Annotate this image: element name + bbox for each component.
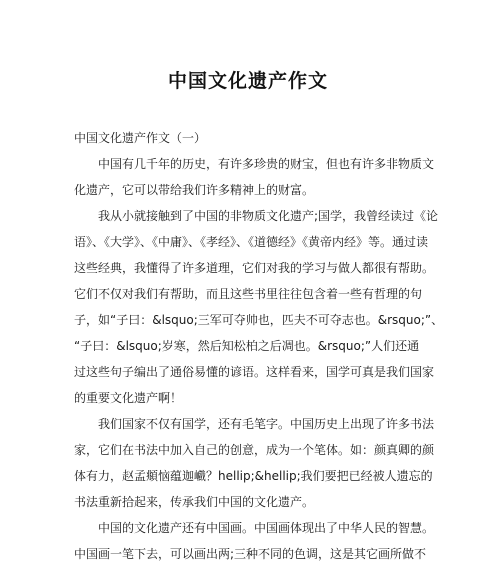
- paragraph-line: 体有力，赵孟頫恼蕴迦巇？hellip;&hellip;我们要把已经被人遗忘的: [74, 469, 433, 483]
- paragraph-line: 的重要文化遗产啊！: [74, 391, 183, 405]
- paragraph-line: 子，如“子曰：&lsquo;三军可夺帅也，匹夫不可夺志也。&rsquo;”、: [74, 313, 444, 327]
- paragraph-line: “子曰：&lsquo;岁寒，然后知松柏之后凋也。&rsquo;”人们还通: [74, 339, 420, 353]
- paragraph-line: 语》、《大学》、《中庸》、《孝经》、《道德经》《黄帝内经》等。通过读: [74, 235, 429, 249]
- paragraph-line: 家，它们在书法中加入自己的创意，成为一个笔体。如：颜真卿的颜: [74, 443, 435, 457]
- paragraph-line: 它们不仅对我们有帮助，而且这些书里往往包含着一些有哲理的句: [74, 287, 423, 301]
- paragraph-line: 化遗产，它可以带给我们许多精神上的财富。: [74, 183, 315, 197]
- paragraph-line: 中国的文化遗产还有中国画。中国画体现出了中华人民的智慧。: [98, 521, 435, 535]
- paragraph-line: 这些经典，我懂得了许多道理，它们对我的学习与做人都很有帮助。: [74, 261, 435, 275]
- paragraph-line: 我从小就接触到了中国的非物质文化遗产;国学，我曾经读过《论: [98, 209, 439, 223]
- paragraph-line: 中国有几千年的历史，有许多珍贵的财宝，但也有许多非物质文: [98, 157, 435, 171]
- document-title: 中国文化遗产作文: [167, 70, 328, 92]
- section-heading: 中国文化遗产作文（一）: [74, 131, 207, 145]
- paragraph-line: 过这些句子编出了通俗易懂的谚语。这样看来，国学可真是我们国家: [74, 365, 435, 379]
- paragraph-line: 我们国家不仅有国学，还有毛笔字。中国历史上出现了许多书法: [98, 417, 435, 431]
- document-body: [74, 125, 444, 567]
- paragraph-line: 中国画一笔下去，可以画出两;三种不同的色调，这是其它画所做不: [74, 547, 427, 561]
- paragraph-line: 书法重新拾起来，传承我们中国的文化遗产。: [74, 495, 315, 509]
